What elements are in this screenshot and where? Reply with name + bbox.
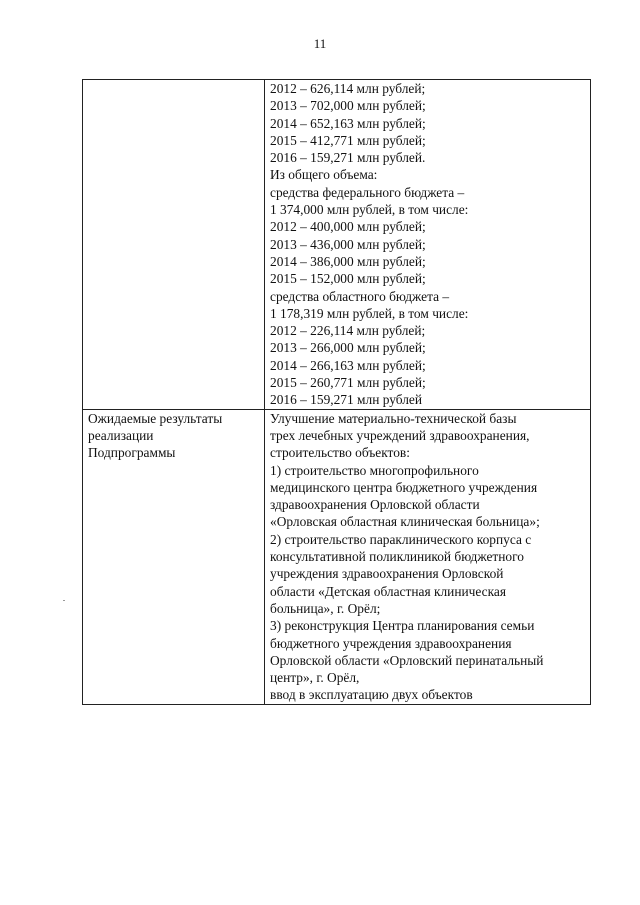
text-line: учреждения здравоохранения Орловской xyxy=(270,566,504,582)
text-line: трех лечебных учреждений здравоохранения, xyxy=(270,427,530,443)
label-line: реализации xyxy=(88,427,154,443)
text-line: 2012 – 626,114 млн рублей; xyxy=(270,81,426,96)
text-line: ввод в эксплуатацию двух объектов xyxy=(270,687,473,703)
table-cell-expected-results-label xyxy=(83,409,265,704)
text-line: бюджетного учреждения здравоохранения xyxy=(270,635,512,651)
scan-mark xyxy=(63,600,65,601)
text-line: 2015 – 260,771 млн рублей; xyxy=(270,375,426,391)
text-line: Из общего объема: xyxy=(270,167,378,183)
text-line: 2012 – 226,114 млн рублей; xyxy=(270,323,426,339)
text-line: 1 178,319 млн рублей, в том числе: xyxy=(270,305,469,321)
text-line: 1) строительство многопрофильного xyxy=(270,462,479,478)
text-line: 2014 – 652,163 млн рублей; xyxy=(270,115,426,131)
label-line: Ожидаемые результаты xyxy=(88,410,223,426)
table-cell-expected-results-text xyxy=(265,409,591,704)
page-number: 11 xyxy=(313,36,327,51)
text-line: консультативной поликлиникой бюджетного xyxy=(270,549,524,565)
text-line: 2013 – 436,000 млн рублей; xyxy=(270,236,426,252)
text-line: центр», г. Орёл, xyxy=(270,670,360,686)
text-line: области «Детская областная клиническая xyxy=(270,583,507,599)
text-line: 2014 – 266,163 млн рублей; xyxy=(270,357,426,373)
text-line: 3) реконструкция Центра планирования семьи xyxy=(270,618,535,634)
text-line: средства областного бюджета – xyxy=(270,288,450,304)
text-line: Улучшение материально-технической базы xyxy=(270,410,517,426)
text-line: Орловской области «Орловский перинатальный xyxy=(270,652,544,668)
text-line: строительство объектов: xyxy=(270,445,410,461)
text-line: 1 374,000 млн рублей, в том числе: xyxy=(270,202,469,218)
text-line: 2013 – 702,000 млн рублей; xyxy=(270,98,426,114)
subprogram-passport-table xyxy=(82,79,591,705)
text-line: 2013 – 266,000 млн рублей; xyxy=(270,340,426,356)
text-line: 2) строительство параклинического корпуса с xyxy=(270,531,532,547)
text-line: здравоохранения Орловской области xyxy=(270,497,480,513)
text-line: больница», г. Орёл; xyxy=(270,600,381,616)
label-line: Подпрограммы xyxy=(88,445,176,461)
text-line: 2012 – 400,000 млн рублей; xyxy=(270,219,426,235)
table-cell-label-empty xyxy=(83,80,265,410)
table-row-expected-results xyxy=(83,409,591,704)
text-line: 2014 – 386,000 млн рублей; xyxy=(270,253,426,269)
text-line: 2016 – 159,271 млн рублей. xyxy=(270,150,426,166)
text-line: 2015 – 412,771 млн рублей; xyxy=(270,132,426,148)
text-line: «Орловская областная клиническая больница»; xyxy=(270,514,540,530)
table-cell-funding-volumes xyxy=(265,80,591,410)
text-line: 2015 – 152,000 млн рублей; xyxy=(270,271,426,287)
text-line: средства федерального бюджета – xyxy=(270,184,465,200)
table-row-funding xyxy=(83,80,591,410)
text-line: медицинского центра бюджетного учреждения xyxy=(270,479,538,495)
text-line: 2016 – 159,271 млн рублей xyxy=(270,392,423,408)
